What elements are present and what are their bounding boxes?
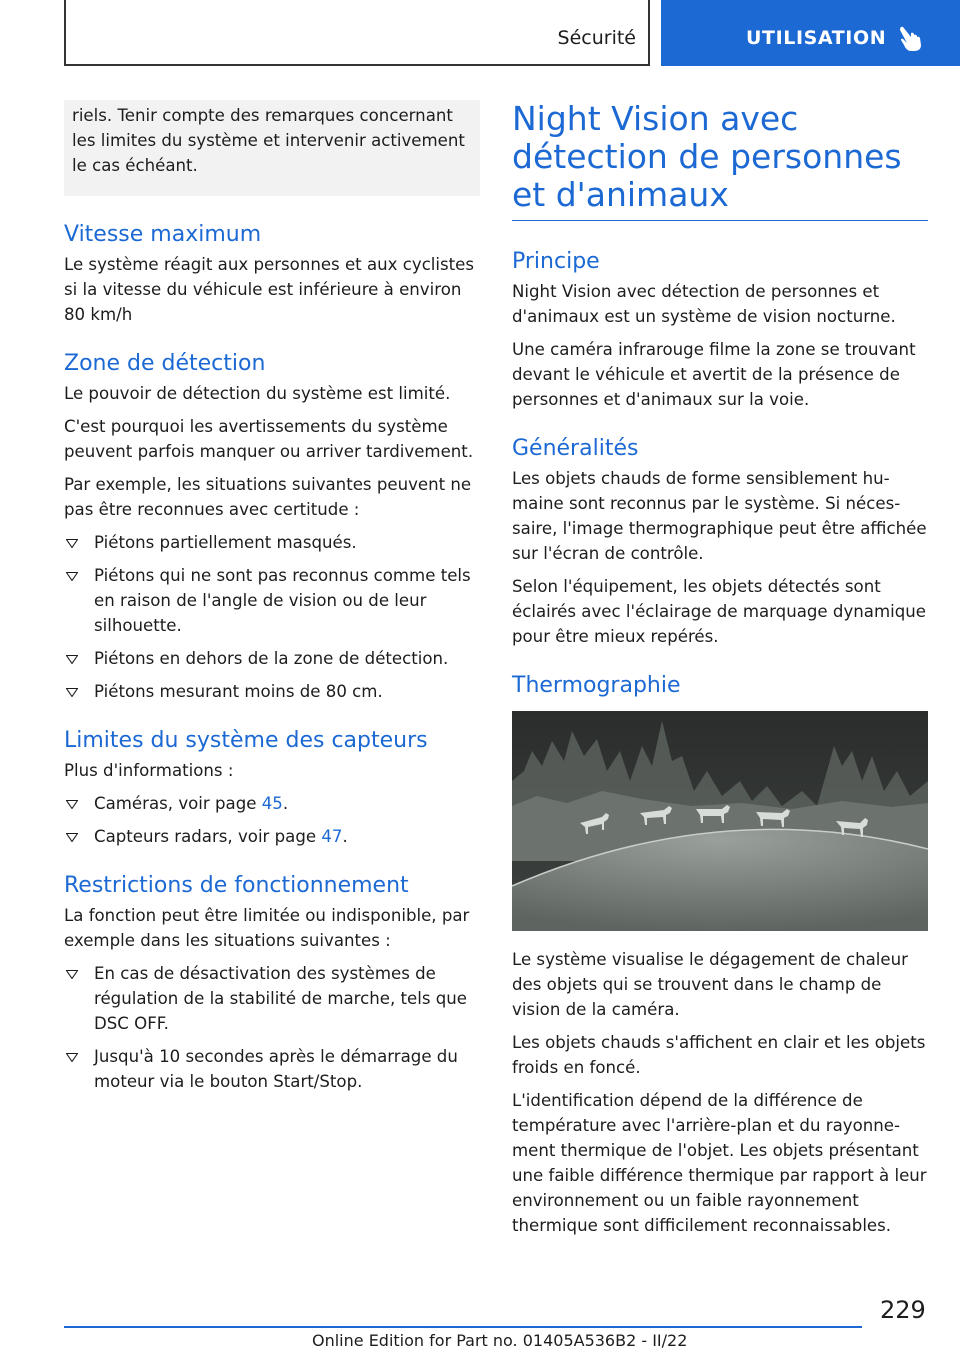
- list-item: Jusqu'à 10 secondes après le démarrage du moteur via le bouton Start/Stop.: [64, 1044, 480, 1094]
- zone-p2: C'est pourquoi les avertissements du système peuvent parfois manquer ou arriver tardivement.: [64, 417, 474, 461]
- page-number: 229: [880, 1296, 926, 1324]
- section-restrictions: [64, 871, 480, 1094]
- bullet-triangle-icon: [66, 572, 78, 581]
- left-column: [64, 100, 480, 1104]
- footer-edition: Online Edition for Part no. 01405A536B2 - II/22: [312, 1331, 688, 1350]
- restrictions-intro: La fonction peut être limitée ou indisponible, par exemple dans les situations suivantes :: [64, 906, 470, 950]
- zone-p1: Le pouvoir de détection du système est limité.: [64, 384, 451, 403]
- generalites-p1: Les objets chauds de forme sensiblement humaine sont reconnus par le système. Si nécessaire, l'image thermographique peut être affichée sur l'écran de contrôle.: [512, 469, 927, 563]
- list-item: Piétons en dehors de la zone de détection.: [64, 646, 480, 671]
- bullet-triangle-icon: [66, 688, 78, 697]
- list-item: Piétons partiellement masqués.: [64, 530, 480, 555]
- thermal-image: [512, 711, 928, 931]
- zone-list: [64, 530, 480, 704]
- thermo-p3: L'identification dépend de la différence de température avec l'arrière-plan et du rayonnement thermique de l'objet. Les objets présentant une faible différence thermique par rapport à leur environnement ou un faible rayonnement thermique sont difficilement reconnaissables.: [512, 1091, 927, 1235]
- section-thermographie: [512, 671, 928, 1238]
- zone-p3: Par exemple, les situations suivantes peuvent ne pas être reconnues avec certitude :: [64, 475, 472, 519]
- bullet-triangle-icon: [66, 800, 78, 809]
- bullet-triangle-icon: [66, 1053, 78, 1062]
- thermo-p2: Les objets chauds s'affichent en clair et les objets froids en foncé.: [512, 1033, 926, 1077]
- heading-limites: Limites du système des capteurs: [64, 728, 428, 753]
- bullet-triangle-icon: [66, 539, 78, 548]
- right-column: [512, 100, 928, 1246]
- thermo-p1: Le système visualise le dégagement de chaleur des objets qui se trouvent dans le champ de vision de la caméra.: [512, 950, 908, 1019]
- note-box: [64, 100, 480, 196]
- bullet-triangle-icon: [66, 655, 78, 664]
- heading-thermographie: Thermographie: [512, 673, 681, 698]
- section-zone: [64, 349, 480, 704]
- bullet-triangle-icon: [66, 833, 78, 842]
- list-item: Caméras, voir page 45.: [64, 791, 480, 816]
- heading-zone: Zone de détection: [64, 351, 266, 376]
- list-item: En cas de désactivation des systèmes de régulation de la stabilité de marche, tels que DSC OFF.: [64, 961, 480, 1036]
- section-generalites: [512, 434, 928, 649]
- vitesse-text: Le système réagit aux personnes et aux cyclistes si la vitesse du véhicule est inférieure à environ 80 km/h: [64, 255, 475, 324]
- footer-divider: [64, 1326, 862, 1328]
- list-item: Capteurs radars, voir page 47.: [64, 824, 480, 849]
- section-limites: [64, 726, 480, 849]
- header-chapter-title: UTILISATION: [746, 27, 887, 49]
- bullet-triangle-icon: [66, 970, 78, 979]
- heading-principe: Principe: [512, 249, 600, 274]
- limites-intro: Plus d'informations :: [64, 761, 234, 780]
- principe-p1: Night Vision avec détection de personnes et d'animaux est un système de vision nocturne.: [512, 282, 896, 326]
- list-item: Piétons qui ne sont pas reconnus comme tels en raison de l'angle de vision ou de leur silhouette.: [64, 563, 480, 638]
- heading-vitesse: Vitesse maximum: [64, 222, 262, 247]
- list-item: Piétons mesurant moins de 80 cm.: [64, 679, 480, 704]
- page-link-cameras[interactable]: 45: [261, 794, 283, 813]
- generalites-p2: Selon l'équipement, les objets détectés sont éclairés avec l'éclairage de marquage dynamique pour être mieux repérés.: [512, 577, 926, 646]
- header-section-box: [64, 0, 650, 66]
- limites-list: [64, 791, 480, 849]
- pointing-hand-icon: [897, 23, 927, 53]
- note-continuation: riels. Tenir compte des remarques concernant les limites du système et intervenir activement le cas échéant.: [72, 106, 465, 175]
- section-vitesse: [64, 220, 480, 327]
- heading-restrictions: Restrictions de fonctionnement: [64, 873, 409, 898]
- principe-p2: Une caméra infrarouge filme la zone se trouvant devant le véhicule et avertit de la présence de personnes et d'animaux sur la voie.: [512, 340, 916, 409]
- header-chapter-box: [661, 0, 960, 66]
- restrictions-list: [64, 961, 480, 1094]
- section-principe: [512, 247, 928, 412]
- header-section-title: Sécurité: [557, 27, 636, 49]
- page-link-radars[interactable]: 47: [321, 827, 343, 846]
- main-title: Night Vision avec détection de personnes et d'animaux: [512, 100, 928, 221]
- heading-generalites: Généralités: [512, 436, 639, 461]
